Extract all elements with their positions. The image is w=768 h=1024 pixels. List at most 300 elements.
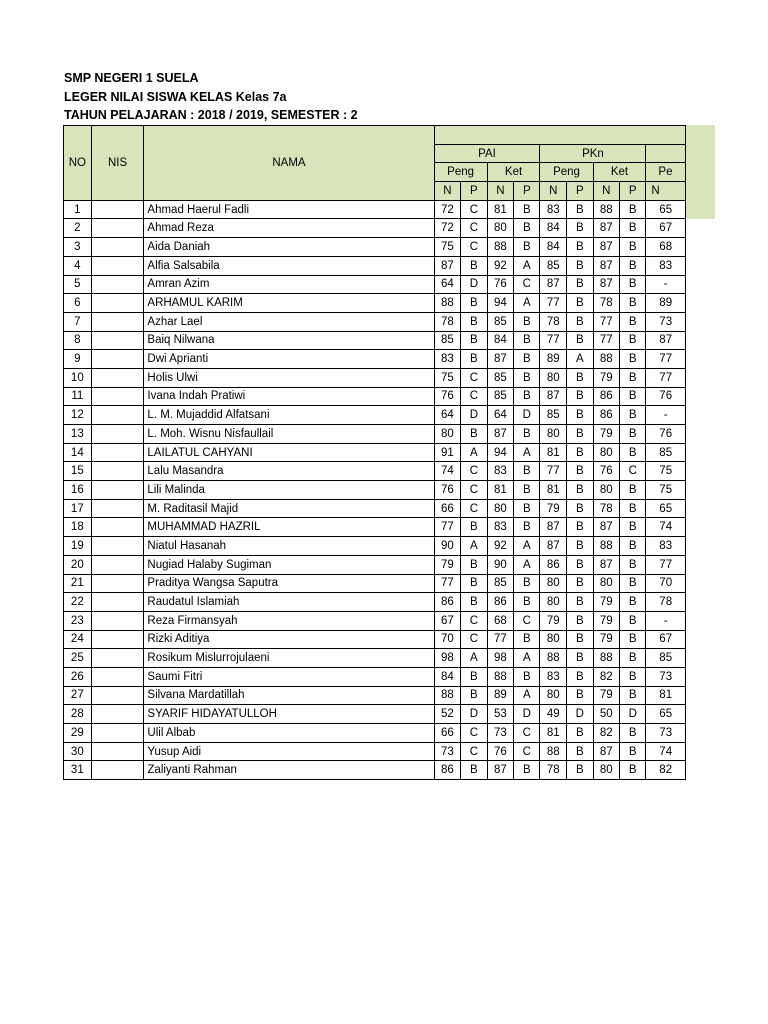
grades-table <box>63 125 686 780</box>
cell-grade: B <box>620 761 646 780</box>
cell-grade: B <box>567 537 593 556</box>
cell-grade: 84 <box>540 238 567 257</box>
cell-grade: A <box>461 443 487 462</box>
cell-grade: 83 <box>540 667 567 686</box>
cell-grade: 85 <box>487 312 514 331</box>
cell-grade: 82 <box>646 761 686 780</box>
table-row <box>64 368 686 387</box>
cell-no: 6 <box>64 294 92 313</box>
cell-nis <box>91 425 144 444</box>
cell-no: 5 <box>64 275 92 294</box>
cell-nis <box>91 387 144 406</box>
header-pai-ket: Ket <box>487 163 540 182</box>
cell-grade: 84 <box>434 667 461 686</box>
cell-grade: 85 <box>487 368 514 387</box>
cell-grade: B <box>461 574 487 593</box>
table-row <box>64 686 686 705</box>
cell-grade: B <box>567 593 593 612</box>
cell-nama: Ivana Indah Pratiwi <box>144 387 434 406</box>
cell-grade: 79 <box>593 368 620 387</box>
cell-grade: 73 <box>646 667 686 686</box>
header-subject-partial <box>646 144 686 163</box>
cell-nis <box>91 630 144 649</box>
cell-grade: C <box>461 611 487 630</box>
cell-grade: B <box>514 462 540 481</box>
cell-grade: A <box>461 649 487 668</box>
academic-period: TAHUN PELAJARAN : 2018 / 2019, SEMESTER : 2 <box>64 108 358 122</box>
cell-grade: 77 <box>593 331 620 350</box>
cell-grade: 49 <box>540 705 567 724</box>
cell-grade: B <box>567 256 593 275</box>
cell-nama: Silvana Mardatillah <box>144 686 434 705</box>
cell-grade: B <box>461 667 487 686</box>
cell-grade: B <box>620 350 646 369</box>
cell-grade: B <box>567 462 593 481</box>
table-row <box>64 555 686 574</box>
cell-grade: B <box>567 425 593 444</box>
cell-grade: 79 <box>540 499 567 518</box>
cell-grade: B <box>620 499 646 518</box>
cell-grade: 80 <box>540 368 567 387</box>
cell-grade: 67 <box>434 611 461 630</box>
cell-nis <box>91 499 144 518</box>
cell-grade: B <box>567 275 593 294</box>
cell-grade: B <box>461 312 487 331</box>
cell-grade: D <box>514 705 540 724</box>
table-row <box>64 667 686 686</box>
cell-nama: Zaliyanti Rahman <box>144 761 434 780</box>
cell-grade: 94 <box>487 443 514 462</box>
header-nama: NAMA <box>144 126 434 201</box>
cell-nama: Baiq Nilwana <box>144 331 434 350</box>
cell-grade: B <box>461 256 487 275</box>
table-row <box>64 238 686 257</box>
table-row <box>64 387 686 406</box>
cell-grade: 87 <box>540 537 567 556</box>
cell-grade: 81 <box>487 481 514 500</box>
table-row <box>64 425 686 444</box>
cell-grade: B <box>620 238 646 257</box>
cell-no: 24 <box>64 630 92 649</box>
header-p: P <box>620 182 646 201</box>
cell-grade: A <box>514 555 540 574</box>
cell-no: 19 <box>64 537 92 556</box>
cell-grade: B <box>567 742 593 761</box>
cell-grade: D <box>514 406 540 425</box>
cell-nama: SYARIF HIDAYATULLOH <box>144 705 434 724</box>
cell-no: 23 <box>64 611 92 630</box>
cell-grade: B <box>514 593 540 612</box>
cell-grade: 79 <box>434 555 461 574</box>
header-fill-overflow <box>686 125 715 219</box>
cell-nama: Aida Daniah <box>144 238 434 257</box>
cell-no: 16 <box>64 481 92 500</box>
cell-nis <box>91 555 144 574</box>
cell-grade: D <box>461 406 487 425</box>
cell-grade: 88 <box>434 686 461 705</box>
cell-nis <box>91 593 144 612</box>
cell-nama: MUHAMMAD HAZRIL <box>144 518 434 537</box>
cell-grade: 76 <box>646 387 686 406</box>
cell-nama: Ahmad Reza <box>144 219 434 238</box>
cell-grade: B <box>567 200 593 219</box>
cell-grade: 80 <box>593 481 620 500</box>
cell-nama: Reza Firmansyah <box>144 611 434 630</box>
cell-grade: 67 <box>646 630 686 649</box>
cell-nis <box>91 611 144 630</box>
cell-grade: B <box>461 593 487 612</box>
cell-grade: A <box>514 686 540 705</box>
cell-grade: 76 <box>646 425 686 444</box>
cell-grade: 94 <box>487 294 514 313</box>
cell-grade: B <box>567 611 593 630</box>
cell-grade: D <box>461 275 487 294</box>
cell-grade: C <box>461 462 487 481</box>
table-row <box>64 256 686 275</box>
cell-grade: 88 <box>593 537 620 556</box>
cell-grade: 81 <box>540 724 567 743</box>
table-row <box>64 742 686 761</box>
cell-grade: 86 <box>434 593 461 612</box>
cell-no: 17 <box>64 499 92 518</box>
table-row <box>64 331 686 350</box>
cell-grade: B <box>514 518 540 537</box>
cell-grade: 87 <box>487 761 514 780</box>
cell-grade: 87 <box>593 742 620 761</box>
cell-grade: A <box>514 294 540 313</box>
cell-grade: 90 <box>434 537 461 556</box>
cell-grade: B <box>620 256 646 275</box>
cell-grade: 82 <box>593 667 620 686</box>
cell-grade: 79 <box>540 611 567 630</box>
table-row <box>64 537 686 556</box>
cell-grade: C <box>461 200 487 219</box>
cell-grade: 77 <box>540 462 567 481</box>
school-name: SMP NEGERI 1 SUELA <box>64 71 199 85</box>
cell-nama: M. Raditasil Majid <box>144 499 434 518</box>
cell-grade: B <box>620 537 646 556</box>
cell-grade: 77 <box>646 555 686 574</box>
cell-grade: 87 <box>540 275 567 294</box>
cell-grade: 64 <box>434 275 461 294</box>
cell-grade: 78 <box>434 312 461 331</box>
cell-grade: 80 <box>593 761 620 780</box>
cell-grade: 86 <box>487 593 514 612</box>
cell-grade: B <box>567 406 593 425</box>
header-pkn-peng: Peng <box>540 163 593 182</box>
cell-grade: C <box>514 275 540 294</box>
table-row <box>64 200 686 219</box>
cell-grade: 92 <box>487 256 514 275</box>
cell-no: 8 <box>64 331 92 350</box>
cell-no: 26 <box>64 667 92 686</box>
cell-grade: 72 <box>434 200 461 219</box>
cell-nama: Rosikum Mislurrojulaeni <box>144 649 434 668</box>
cell-grade: 79 <box>593 425 620 444</box>
cell-nis <box>91 761 144 780</box>
cell-grade: 80 <box>540 686 567 705</box>
cell-nis <box>91 705 144 724</box>
cell-grade: 66 <box>434 724 461 743</box>
cell-grade: 87 <box>593 219 620 238</box>
cell-grade: 65 <box>646 705 686 724</box>
cell-grade: B <box>514 368 540 387</box>
cell-grade: 83 <box>434 350 461 369</box>
cell-no: 29 <box>64 724 92 743</box>
cell-grade: B <box>514 350 540 369</box>
cell-nama: Amran Azim <box>144 275 434 294</box>
cell-no: 27 <box>64 686 92 705</box>
cell-grade: C <box>514 742 540 761</box>
cell-grade: 85 <box>434 331 461 350</box>
cell-grade: 84 <box>487 331 514 350</box>
cell-grade: 87 <box>487 350 514 369</box>
cell-nama: Dwi Aprianti <box>144 350 434 369</box>
cell-grade: B <box>514 574 540 593</box>
cell-grade: - <box>646 275 686 294</box>
cell-no: 12 <box>64 406 92 425</box>
cell-grade: B <box>514 761 540 780</box>
cell-nama: Raudatul Islamiah <box>144 593 434 612</box>
table-row <box>64 312 686 331</box>
cell-nis <box>91 368 144 387</box>
cell-grade: B <box>567 312 593 331</box>
cell-no: 2 <box>64 219 92 238</box>
cell-grade: 89 <box>487 686 514 705</box>
cell-grade: 76 <box>434 387 461 406</box>
cell-no: 28 <box>64 705 92 724</box>
cell-grade: B <box>620 593 646 612</box>
cell-grade: 73 <box>487 724 514 743</box>
cell-grade: 77 <box>434 518 461 537</box>
cell-grade: 82 <box>593 724 620 743</box>
cell-nis <box>91 518 144 537</box>
table-row <box>64 219 686 238</box>
cell-grade: 87 <box>646 331 686 350</box>
cell-grade: B <box>567 387 593 406</box>
cell-grade: 87 <box>540 387 567 406</box>
cell-grade: - <box>646 406 686 425</box>
cell-grade: B <box>567 219 593 238</box>
cell-grade: - <box>646 611 686 630</box>
cell-grade: 79 <box>593 686 620 705</box>
cell-grade: B <box>567 574 593 593</box>
cell-grade: B <box>514 219 540 238</box>
cell-nis <box>91 481 144 500</box>
cell-grade: B <box>620 518 646 537</box>
cell-nis <box>91 256 144 275</box>
cell-grade: 70 <box>646 574 686 593</box>
cell-grade: 78 <box>593 294 620 313</box>
cell-grade: C <box>461 238 487 257</box>
cell-grade: C <box>461 742 487 761</box>
cell-grade: D <box>461 705 487 724</box>
cell-grade: 77 <box>434 574 461 593</box>
cell-grade: C <box>461 481 487 500</box>
cell-grade: 76 <box>593 462 620 481</box>
cell-no: 21 <box>64 574 92 593</box>
cell-grade: 80 <box>540 574 567 593</box>
cell-grade: 81 <box>540 481 567 500</box>
header-n: N <box>434 182 461 201</box>
table-row <box>64 275 686 294</box>
cell-grade: B <box>620 406 646 425</box>
cell-grade: 88 <box>540 649 567 668</box>
cell-grade: 78 <box>540 312 567 331</box>
cell-grade: 88 <box>540 742 567 761</box>
cell-grade: 83 <box>646 256 686 275</box>
cell-grade: B <box>620 555 646 574</box>
cell-grade: 91 <box>434 443 461 462</box>
cell-grade: B <box>514 630 540 649</box>
table-row <box>64 481 686 500</box>
cell-grade: 88 <box>487 238 514 257</box>
table-row <box>64 518 686 537</box>
cell-nis <box>91 331 144 350</box>
cell-grade: B <box>620 312 646 331</box>
cell-grade: C <box>514 611 540 630</box>
cell-grade: 80 <box>540 630 567 649</box>
cell-grade: 81 <box>540 443 567 462</box>
cell-grade: 88 <box>434 294 461 313</box>
cell-grade: 78 <box>646 593 686 612</box>
cell-nama: Rizki Aditiya <box>144 630 434 649</box>
cell-grade: B <box>620 630 646 649</box>
cell-grade: B <box>567 761 593 780</box>
cell-nis <box>91 275 144 294</box>
cell-grade: B <box>620 200 646 219</box>
cell-grade: 68 <box>487 611 514 630</box>
cell-grade: 86 <box>593 387 620 406</box>
header-no: NO <box>64 126 92 201</box>
cell-grade: B <box>514 387 540 406</box>
cell-nis <box>91 667 144 686</box>
cell-nama: L. M. Mujaddid Alfatsani <box>144 406 434 425</box>
cell-grade: 87 <box>540 518 567 537</box>
table-row <box>64 593 686 612</box>
cell-grade: B <box>620 611 646 630</box>
cell-grade: B <box>461 294 487 313</box>
cell-grade: B <box>567 667 593 686</box>
header-n: N <box>540 182 567 201</box>
cell-no: 1 <box>64 200 92 219</box>
cell-grade: 78 <box>540 761 567 780</box>
cell-nis <box>91 312 144 331</box>
cell-nama: Lalu Masandra <box>144 462 434 481</box>
cell-grade: 87 <box>434 256 461 275</box>
cell-grade: C <box>620 462 646 481</box>
cell-nis <box>91 574 144 593</box>
cell-nis <box>91 200 144 219</box>
cell-grade: B <box>620 294 646 313</box>
cell-no: 7 <box>64 312 92 331</box>
cell-nama: Yusup Aidi <box>144 742 434 761</box>
cell-grade: B <box>514 238 540 257</box>
cell-grade: B <box>620 649 646 668</box>
cell-grade: B <box>461 761 487 780</box>
cell-nama: Ulil Albab <box>144 724 434 743</box>
cell-no: 4 <box>64 256 92 275</box>
cell-grade: C <box>461 387 487 406</box>
cell-grade: C <box>461 724 487 743</box>
cell-no: 14 <box>64 443 92 462</box>
cell-grade: B <box>620 686 646 705</box>
header-partial-peng: Pe <box>646 163 686 182</box>
cell-grade: C <box>514 724 540 743</box>
cell-grade: 86 <box>434 761 461 780</box>
cell-grade: 80 <box>593 443 620 462</box>
cell-grade: B <box>567 630 593 649</box>
table-row <box>64 462 686 481</box>
header-nis: NIS <box>91 126 144 201</box>
cell-grade: B <box>620 574 646 593</box>
cell-nis <box>91 219 144 238</box>
cell-nis <box>91 443 144 462</box>
cell-grade: 88 <box>593 350 620 369</box>
header-n: N <box>646 182 686 201</box>
cell-nama: Azhar Lael <box>144 312 434 331</box>
cell-grade: 80 <box>540 425 567 444</box>
cell-grade: 67 <box>646 219 686 238</box>
cell-nama: Ahmad Haerul Fadli <box>144 200 434 219</box>
cell-grade: C <box>461 499 487 518</box>
table-row <box>64 649 686 668</box>
cell-no: 31 <box>64 761 92 780</box>
header-n: N <box>593 182 620 201</box>
cell-grade: 83 <box>540 200 567 219</box>
cell-grade: 83 <box>487 462 514 481</box>
cell-grade: 98 <box>487 649 514 668</box>
cell-grade: B <box>461 555 487 574</box>
cell-grade: 83 <box>487 518 514 537</box>
cell-nama: Saumi Fitri <box>144 667 434 686</box>
cell-grade: 80 <box>593 574 620 593</box>
cell-grade: B <box>514 312 540 331</box>
cell-grade: 88 <box>593 649 620 668</box>
cell-grade: B <box>567 481 593 500</box>
cell-grade: B <box>620 219 646 238</box>
cell-grade: 77 <box>540 294 567 313</box>
cell-nama: Praditya Wangsa Saputra <box>144 574 434 593</box>
cell-grade: 77 <box>487 630 514 649</box>
cell-grade: 80 <box>434 425 461 444</box>
cell-grade: 74 <box>434 462 461 481</box>
cell-grade: A <box>514 256 540 275</box>
cell-nis <box>91 724 144 743</box>
cell-nama: Nugiad Halaby Sugiman <box>144 555 434 574</box>
cell-grade: B <box>514 200 540 219</box>
cell-nis <box>91 406 144 425</box>
cell-grade: 53 <box>487 705 514 724</box>
header-p: P <box>514 182 540 201</box>
cell-grade: 80 <box>487 219 514 238</box>
cell-grade: 87 <box>593 256 620 275</box>
table-row <box>64 350 686 369</box>
cell-nis <box>91 742 144 761</box>
cell-grade: 79 <box>593 630 620 649</box>
cell-grade: 73 <box>434 742 461 761</box>
cell-grade: 88 <box>487 667 514 686</box>
cell-grade: D <box>620 705 646 724</box>
cell-no: 10 <box>64 368 92 387</box>
cell-no: 25 <box>64 649 92 668</box>
cell-grade: C <box>461 630 487 649</box>
cell-grade: B <box>514 331 540 350</box>
cell-no: 13 <box>64 425 92 444</box>
cell-grade: 64 <box>487 406 514 425</box>
cell-grade: B <box>620 275 646 294</box>
cell-nis <box>91 686 144 705</box>
